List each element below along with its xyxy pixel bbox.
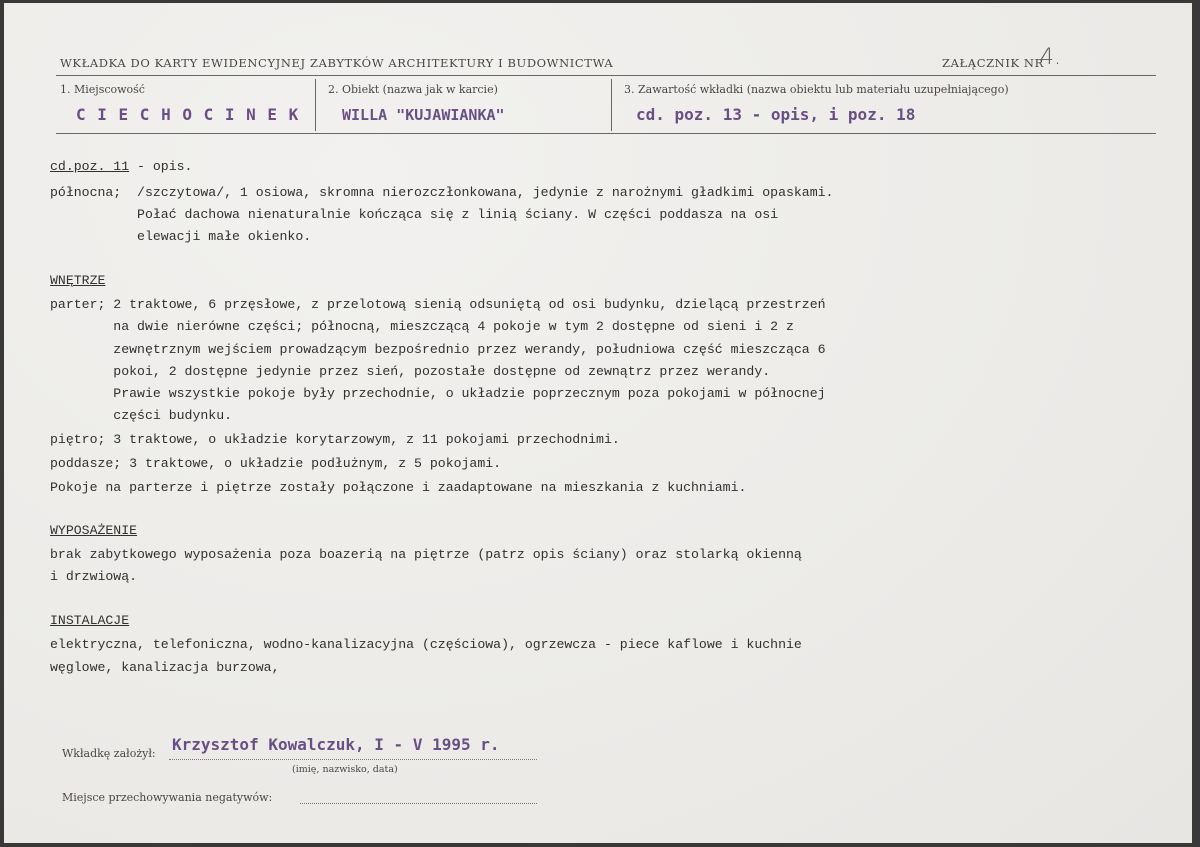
interior-line: części budynku. [50,408,233,423]
interior-line: poddasze; 3 traktowe, o układzie podłużnym, z 5 pokojami. [50,456,502,471]
interior-line: piętro; 3 traktowe, o układzie korytarzowym, z 11 pokojami przechodnimi. [50,432,620,447]
intro-ref-suffix: - opis. [129,159,193,174]
header-bottom-rule [56,133,1156,134]
author-label: Wkładkę założył: [62,747,156,760]
author-value: Krzysztof Kowalczuk, I - V 1995 r. [172,735,500,754]
header-top-rule [56,75,1156,76]
form-title: WKŁADKA DO KARTY EWIDENCYJNEJ ZABYTKÓW ARCHITEKTURY I BUDOWNICTWA [60,56,614,70]
locality-label: 1. Miejscowość [60,83,145,96]
interior-heading: WNĘTRZE [50,273,106,288]
author-hint: (imię, nazwisko, data) [292,764,398,775]
content-label: 3. Zawartość wkładki (nazwa obiektu lub materiału uzupełniającego) [624,83,1009,96]
content-value: cd. poz. 13 - opis, i poz. 18 [636,105,916,124]
record-card-sheet [4,3,1192,843]
intro-line: Połać dachowa nienaturalnie kończąca się z linią ściany. W części poddasza na osi [50,207,779,222]
object-label: 2. Obiekt (nazwa jak w karcie) [328,83,498,96]
annex-label: ZAŁĄCZNIK NR [942,56,1044,70]
furnishing-line: brak zabytkowego wyposażenia poza boazerią na piętrze (patrz opis ściany) oraz stolarką okienną [50,547,802,562]
interior-line: zewnętrznym wejściem prowadzącym bezpośrednio przez werandy, południowa część mieszcząca 6 [50,342,826,357]
furnishing-line: i drzwiową. [50,569,138,584]
annex-number: 4. [1040,45,1061,70]
negatives-dotted-line [300,803,537,804]
furnishing-heading: WYPOSAŻENIE [50,523,138,538]
installations-line: elektryczna, telefoniczna, wodno-kanalizacyjna (częściowa), ogrzewcza - piece kaflowe i kuchnie [50,637,802,652]
negatives-label: Miejsce przechowywania negatywów: [62,791,273,804]
intro-ref: cd.poz. 11 [50,159,130,174]
field-divider-2 [611,79,612,131]
field-divider-1 [315,79,316,131]
installations-heading: INSTALACJE [50,613,130,628]
intro-line: elewacji małe okienko. [50,229,312,244]
intro-ref-line [50,159,192,174]
intro-line: północna; /szczytowa/, 1 osiowa, skromna nierozczłonkowana, jedynie z narożnymi gładkimi opaskami. [50,185,834,200]
interior-line: Prawie wszystkie pokoje były przechodnie, o układzie poprzecznym poza pokojami w północnej [50,386,826,401]
author-dotted-line [169,759,537,760]
installations-line: węglowe, kanalizacja burzowa, [50,660,280,675]
interior-line: na dwie nierówne części; północną, mieszczącą 4 pokoje w tym 2 dostępne od sieni i 2 z [50,319,794,334]
interior-line: Pokoje na parterze i piętrze zostały połączone i zaadaptowane na mieszkania z kuchniami. [50,480,747,495]
locality-value: C I E C H O C I N E K [76,105,300,124]
interior-line: parter; 2 traktowe, 6 przęsłowe, z przelotową sienią odsuniętą od osi budynku, dzielącą przestrzeń [50,297,826,312]
object-value: WILLA "KUJAWIANKA" [342,106,505,124]
interior-line: pokoi, 2 dostępne jedynie przez sień, pozostałe dostępne od zewnątrz przez werandy. [50,364,771,379]
